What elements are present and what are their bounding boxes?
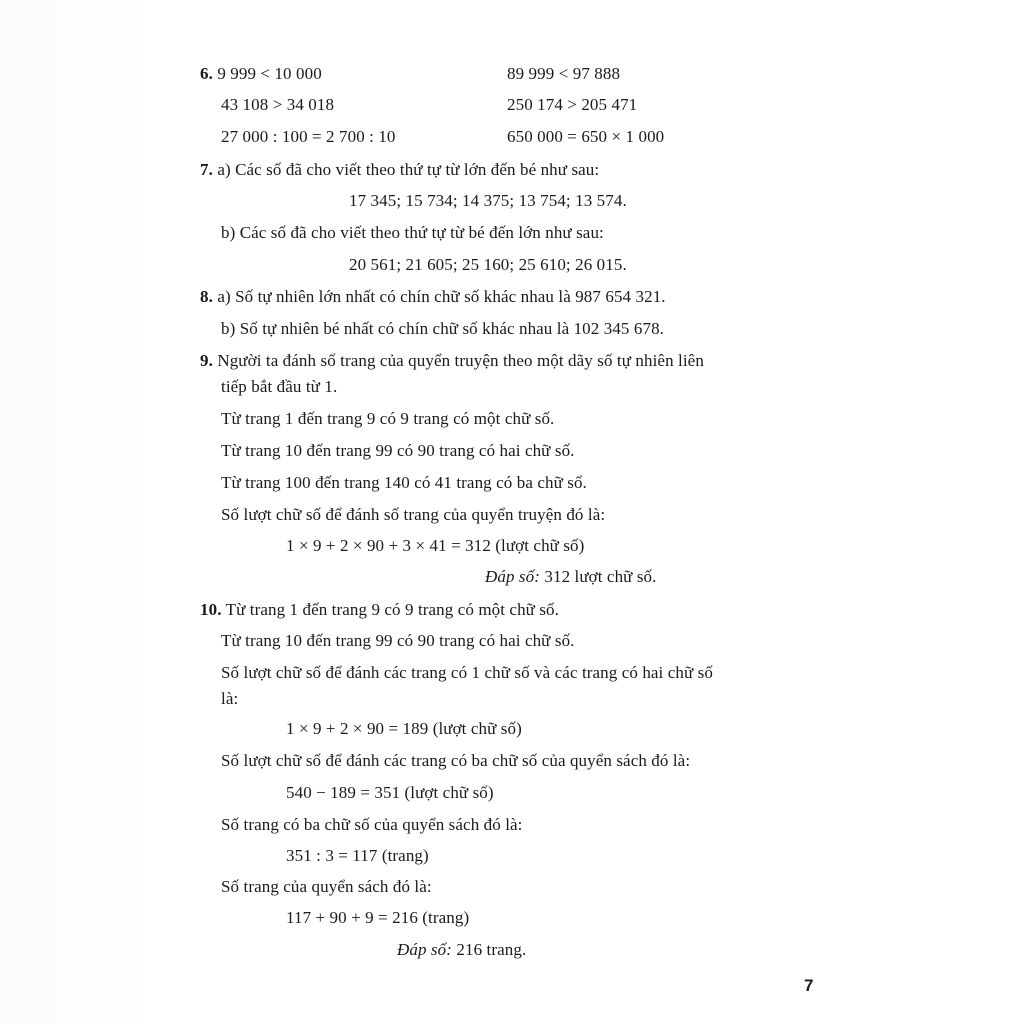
problem-10-line-4: là: [221, 689, 239, 708]
problem-9-number: 9. [200, 351, 213, 370]
problem-10-calc-4: 117 + 90 + 9 = 216 (trang) [286, 908, 470, 927]
problem-9-answer-value: 312 lượt chữ số. [544, 567, 657, 586]
problem-10-line-5: Số lượt chữ số để đánh các trang có ba chữ số của quyển sách đó là: [221, 751, 691, 770]
problem-6-expr-1: 9 999 < 10 000 [217, 64, 322, 83]
problem-7-a-list: 17 345; 15 734; 14 375; 13 754; 13 574. [349, 191, 627, 210]
problem-9-line-1 [200, 351, 704, 371]
problem-9-line-3: Từ trang 1 đến trang 9 có 9 trang có một chữ số. [221, 409, 555, 428]
problem-9-calc: 1 × 9 + 2 × 90 + 3 × 41 = 312 (lượt chữ số) [286, 536, 585, 555]
problem-6-row-2-right: 250 174 > 205 471 [507, 95, 638, 114]
problem-7-number: 7. [200, 160, 213, 179]
problem-10-calc-3: 351 : 3 = 117 (trang) [286, 846, 429, 865]
problem-7-a [200, 160, 599, 180]
problem-10-answer-label: Đáp số: [397, 940, 453, 959]
problem-6-row-1-left [200, 64, 322, 84]
problem-10-answer-value: 216 trang. [456, 940, 527, 959]
problem-9-line-1-text: Người ta đánh số trang của quyển truyện theo một dãy số tự nhiên liên [217, 351, 704, 370]
problem-10-calc-1: 1 × 9 + 2 × 90 = 189 (lượt chữ số) [286, 719, 522, 738]
problem-9-answer [485, 567, 657, 587]
problem-10-number: 10. [200, 600, 222, 619]
problem-10-line-1-text: Từ trang 1 đến trang 9 có 9 trang có một chữ số. [225, 600, 560, 619]
problem-10-line-7: Số trang của quyển sách đó là: [221, 877, 432, 896]
problem-10-answer [397, 940, 526, 960]
problem-6-row-3-left: 27 000 : 100 = 2 700 : 10 [221, 127, 396, 146]
page-edge-shadow [0, 0, 160, 1024]
problem-7-b-list: 20 561; 21 605; 25 160; 25 610; 26 015. [349, 255, 627, 274]
problem-9-line-5: Từ trang 100 đến trang 140 có 41 trang có ba chữ số. [221, 473, 587, 492]
problem-6-number: 6. [200, 64, 213, 83]
problem-6-row-1-right: 89 999 < 97 888 [507, 64, 621, 83]
problem-8-a-text: a) Số tự nhiên lớn nhất có chín chữ số khác nhau là 987 654 321. [217, 287, 666, 306]
problem-6-row-2-left: 43 108 > 34 018 [221, 95, 335, 114]
problem-8-b: b) Số tự nhiên bé nhất có chín chữ số khác nhau là 102 345 678. [221, 319, 665, 338]
problem-8-a [200, 287, 666, 307]
problem-8-number: 8. [200, 287, 213, 306]
problem-7-b: b) Các số đã cho viết theo thứ tự từ bé đến lớn như sau: [221, 223, 604, 242]
page-number: 7 [804, 976, 814, 995]
problem-9-answer-label: Đáp số: [485, 567, 541, 586]
problem-9-line-6: Số lượt chữ số để đánh số trang của quyển truyện đó là: [221, 505, 606, 524]
problem-10-line-1 [200, 600, 559, 620]
problem-10-calc-2: 540 − 189 = 351 (lượt chữ số) [286, 783, 494, 802]
problem-9-line-2: tiếp bắt đầu từ 1. [221, 377, 338, 396]
problem-10-line-6: Số trang có ba chữ số của quyển sách đó là: [221, 815, 523, 834]
problem-10-line-3: Số lượt chữ số để đánh các trang có 1 chữ số và các trang có hai chữ số [221, 663, 713, 682]
problem-9-line-4: Từ trang 10 đến trang 99 có 90 trang có hai chữ số. [221, 441, 575, 460]
problem-6-row-3-right: 650 000 = 650 × 1 000 [507, 127, 665, 146]
problem-10-line-2: Từ trang 10 đến trang 99 có 90 trang có hai chữ số. [221, 631, 575, 650]
problem-7-a-text: a) Các số đã cho viết theo thứ tự từ lớn đến bé như sau: [217, 160, 600, 179]
